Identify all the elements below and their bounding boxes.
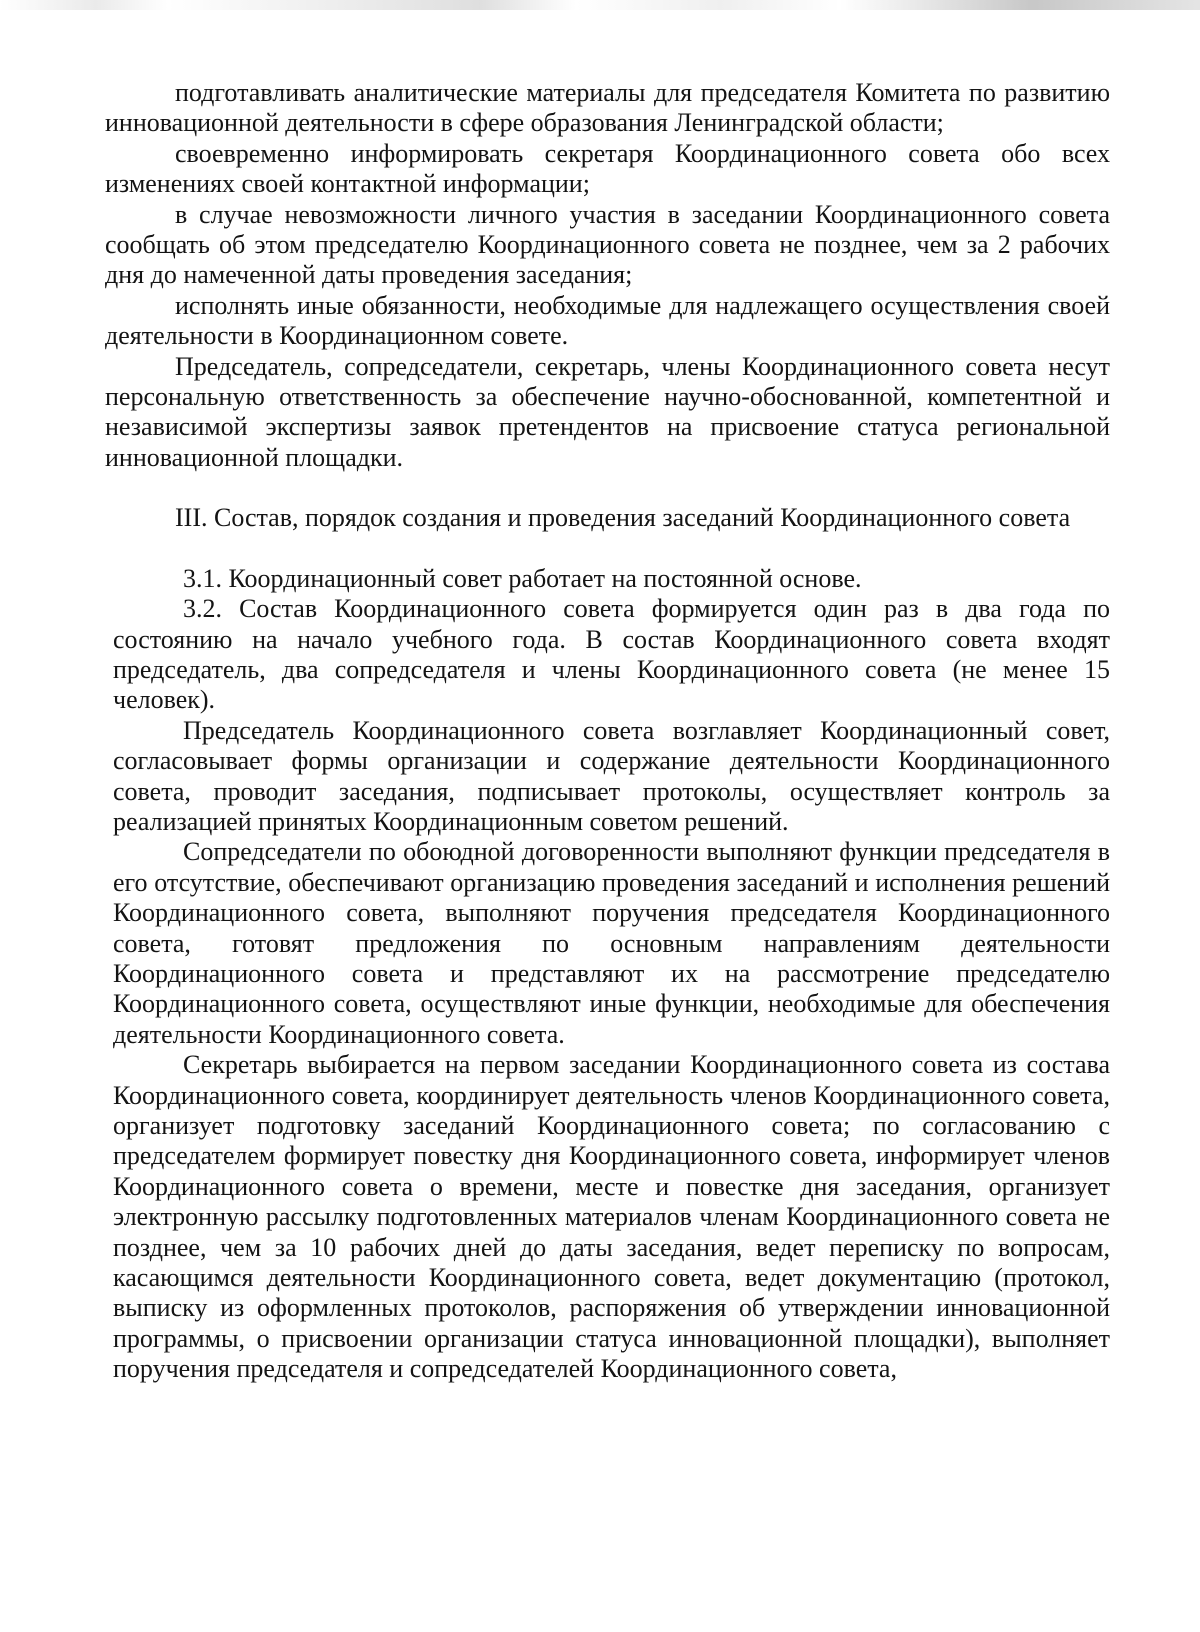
scan-edge-shadow [0, 0, 1200, 10]
duties-block [105, 78, 1110, 473]
paragraph-secretary: Секретарь выбирается на первом заседании Координационного совета из состава Координационного совета, координирует деятельность членов Координационного совета, организует подготовку заседаний Координационного совета; по согласованию с председателем формирует повестку дня Координационного совета, информирует членов Координационного совета о времени, месте и повестке дня заседания, организует электронную рассылку подготовленных материалов членам Координационного совета не позднее, чем за 10 рабочих дней до даты заседания, ведет переписку по вопросам, касающимся деятельности Координационного совета, ведет документацию (протокол, выписку из оформленных протоколов, распоряжения об утверждении инновационной программы, о присвоении организации статуса инновационной площадки), выполняет поручения председателя и сопредседателей Координационного совета, [113, 1050, 1110, 1384]
paragraph-responsibility: Председатель, сопредседатели, секретарь, члены Координационного совета несут персональную ответственность за обеспечение научно-обоснованной, компетентной и независимой экспертизы заявок претендентов на присвоение статуса региональной инновационной площадки. [105, 351, 1110, 472]
paragraph-chairman: Председатель Координационного совета возглавляет Координационный совет, согласовывает формы организации и содержание деятельности Координационного совета, проводит заседания, подписывает протоколы, осуществляет контроль за реализацией принятых Координационным советом решений. [113, 715, 1110, 836]
section-three-block [105, 564, 1110, 1385]
paragraph-absence-notice: в случае невозможности личного участия в заседании Координационного совета сообщать об этом председателю Координационного совета не позднее, чем за 2 рабочих дня до намеченной даты проведения заседания; [105, 199, 1110, 290]
paragraph-inform-secretary: своевременно информировать секретаря Координационного совета обо всех изменениях своей контактной информации; [105, 138, 1110, 199]
paragraph-other-duties: исполнять иные обязанности, необходимые для надлежащего осуществления своей деятельности в Координационном совете. [105, 290, 1110, 351]
paragraph-co-chairmen: Сопредседатели по обоюдной договоренности выполняют функции председателя в его отсутствие, обеспечивают организацию проведения заседаний и исполнения решений Координационного совета, выполняют поручения председателя Координационного совета, готовят предложения по основным направлениям деятельности Координационного совета и представляют их на рассмотрение председателю Координационного совета, осуществляют иные функции, необходимые для обеспечения деятельности Координационного совета. [113, 837, 1110, 1049]
paragraph-3-1: 3.1. Координационный совет работает на постоянной основе. [183, 563, 862, 593]
paragraph-3-2: 3.2. Состав Координационного совета формируется один раз в два года по состоянию на начало учебного года. В состав Координационного совета входят председатель, два сопредседателя и члены Координационного совета (не менее 15 человек). [113, 594, 1110, 715]
paragraph-prepare-materials: подготавливать аналитические материалы для председателя Комитета по развитию инновационной деятельности в сфере образования Ленинградской области; [105, 78, 1110, 138]
section-heading: III. Состав, порядок создания и проведения заседаний Координационного совета [175, 503, 1071, 533]
